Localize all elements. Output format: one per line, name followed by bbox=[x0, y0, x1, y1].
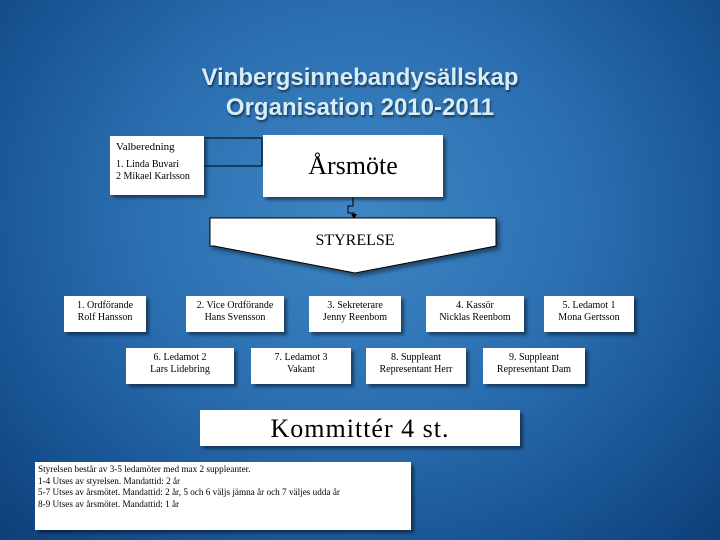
note-line: 5-7 Utses av årsmötet. Mandattid: 2 år, 5 och 6 väljs jämna år och 7 väljes udda år bbox=[38, 487, 340, 497]
board-member-ledamot-1 bbox=[544, 296, 634, 332]
board-role: 5. Ledamot 1 bbox=[562, 300, 616, 311]
board-name: Lars Lidebring bbox=[150, 364, 210, 375]
valberedning-box bbox=[110, 136, 204, 195]
board-role: 4. Kassör bbox=[456, 300, 494, 311]
board-member-ledamot-2 bbox=[126, 348, 234, 384]
board-name: Representant Herr bbox=[379, 364, 453, 375]
board-member-suppleant-dam bbox=[483, 348, 585, 384]
board-role: 1. Ordförande bbox=[76, 300, 134, 311]
title-line-1: Vinbergsinnebandysällskap bbox=[201, 64, 519, 91]
board-member-suppleant-herr bbox=[366, 348, 466, 384]
title-line-2: Organisation 2010-2011 bbox=[225, 94, 495, 121]
board-role: 6. Ledamot 2 bbox=[153, 352, 207, 363]
note-line: 8-9 Utses av årsmötet. Mandattid: 1 år bbox=[38, 498, 180, 509]
board-member-ledamot-3 bbox=[251, 348, 351, 384]
board-member-kassor bbox=[426, 296, 524, 332]
board-name: Vakant bbox=[287, 364, 315, 375]
arsmote-box: Årsmöte bbox=[263, 135, 443, 197]
board-name: Jenny Reenbom bbox=[322, 312, 388, 323]
board-name: Hans Svensson bbox=[204, 312, 266, 323]
board-role: 9. Suppleant bbox=[509, 352, 559, 363]
board-role: 8. Suppleant bbox=[391, 352, 441, 363]
styrelse-label: STYRELSE bbox=[315, 232, 395, 249]
board-name: Nicklas Reenbom bbox=[439, 312, 511, 323]
valberedning-member: 1. Linda Buvari bbox=[116, 159, 180, 170]
board-member-sekreterare bbox=[309, 296, 401, 332]
board-role: 2. Vice Ordförande bbox=[196, 300, 274, 311]
note-line: 1-4 Utses av styrelsen. Mandattid: 2 år bbox=[38, 475, 181, 486]
connector-valberedning-arsmote-top bbox=[204, 138, 262, 166]
kommitte-box: Kommittér 4 st. bbox=[200, 410, 520, 446]
board-role: 7. Ledamot 3 bbox=[274, 352, 328, 363]
board-member-vice-ordforande bbox=[186, 296, 284, 332]
board-role: 3. Sekreterare bbox=[327, 300, 383, 311]
note-line: Styrelsen består av 3-5 ledamöter med max 2 suppleanter. bbox=[38, 464, 251, 474]
valberedning-heading: Valberedning bbox=[116, 141, 175, 153]
board-name: Representant Dam bbox=[496, 364, 572, 375]
board-name: Mona Gertsson bbox=[558, 312, 620, 323]
valberedning-member: 2 Mikael Karlsson bbox=[116, 171, 190, 182]
notes-box bbox=[35, 462, 411, 530]
board-member-ordforande bbox=[64, 296, 146, 332]
board-name: Rolf Hansson bbox=[77, 312, 133, 323]
